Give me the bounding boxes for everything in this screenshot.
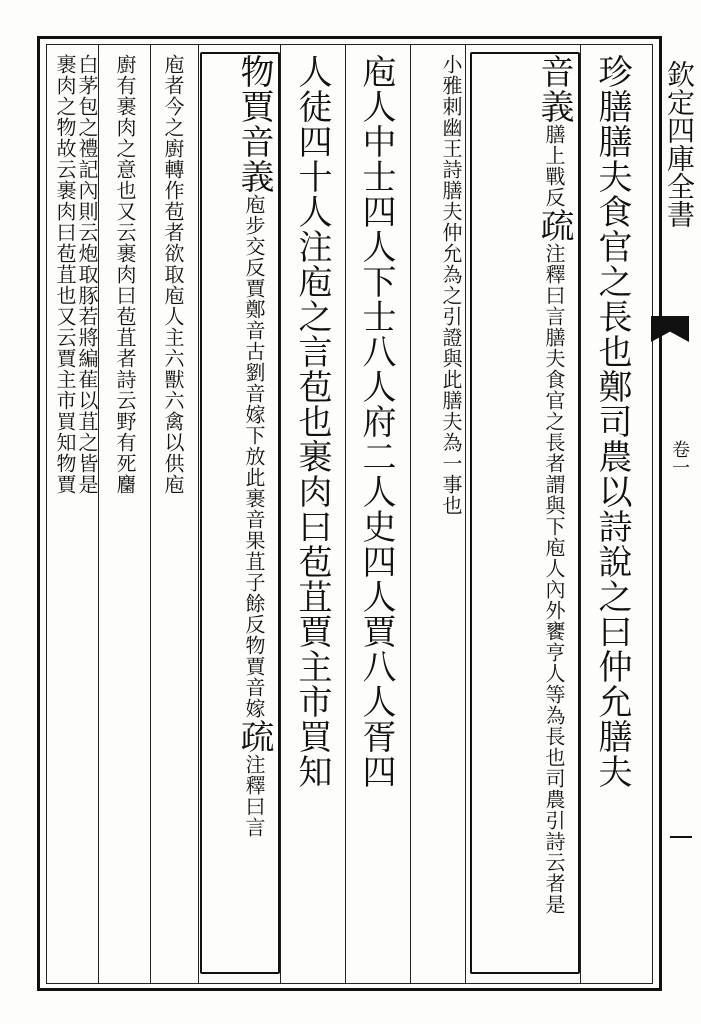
column-divider [198,44,199,984]
text-column-8: 廚有裹肉之意也又云裹肉曰苞苴者詩云野有死麕 [113,54,137,495]
margin-tick [670,836,692,838]
fishtail-mark [651,316,689,342]
heading-yinyi: 音義 [534,54,574,124]
heading-yinyi: 音義 [234,124,274,194]
text-column-5: 人徒四十人注庖之言苞也裹肉曰苞苴賈主市買知 [292,54,332,789]
column-divider [410,44,411,984]
heading-shu: 疏 [534,208,574,243]
annotation: 注釋曰言 [242,754,266,838]
annotation: 庖步交反賈鄭音古劉音嫁下放此裹音果苴子餘反物賈音嫁 [242,194,266,719]
column-divider [150,44,151,984]
text-column-1: 珍膳膳夫食官之長也鄭司農以詩說之曰仲允膳夫 [592,54,632,789]
text-column-9: 白茅包之禮記內則云炮取豚若將編萑以苴之皆是 [75,54,99,495]
column-divider [280,44,281,984]
heading-wugu: 物賈 [234,54,274,124]
text-column-3: 小雅刺幽王詩膳夫仲允為之引證與此膳夫為一事也 [439,54,463,516]
annotation: 膳上戰反 [542,124,566,208]
text-column-4: 庖人中士四人下士八人府二人史四人賈八人胥四 [356,54,396,789]
heading-shu: 疏 [234,719,274,754]
section-box [470,52,580,974]
annotation: 注釋曰言膳夫食官之長者謂與下庖人內外饔亨人等為長也司農引詩云者是 [542,243,566,915]
column-divider [580,44,581,984]
book-title: 欽定四庫全書 [663,60,696,228]
volume-label: 卷一 [669,440,690,476]
section-box [200,52,280,974]
text-column-10: 裹肉之物故云裹肉曰苞苴也又云賈主市買知物賈 [53,54,77,495]
text-column-7: 庖者今之廚轉作苞者欲取庖人主六獸六禽以供庖 [161,54,185,495]
column-divider [345,44,346,984]
column-divider [465,44,466,984]
